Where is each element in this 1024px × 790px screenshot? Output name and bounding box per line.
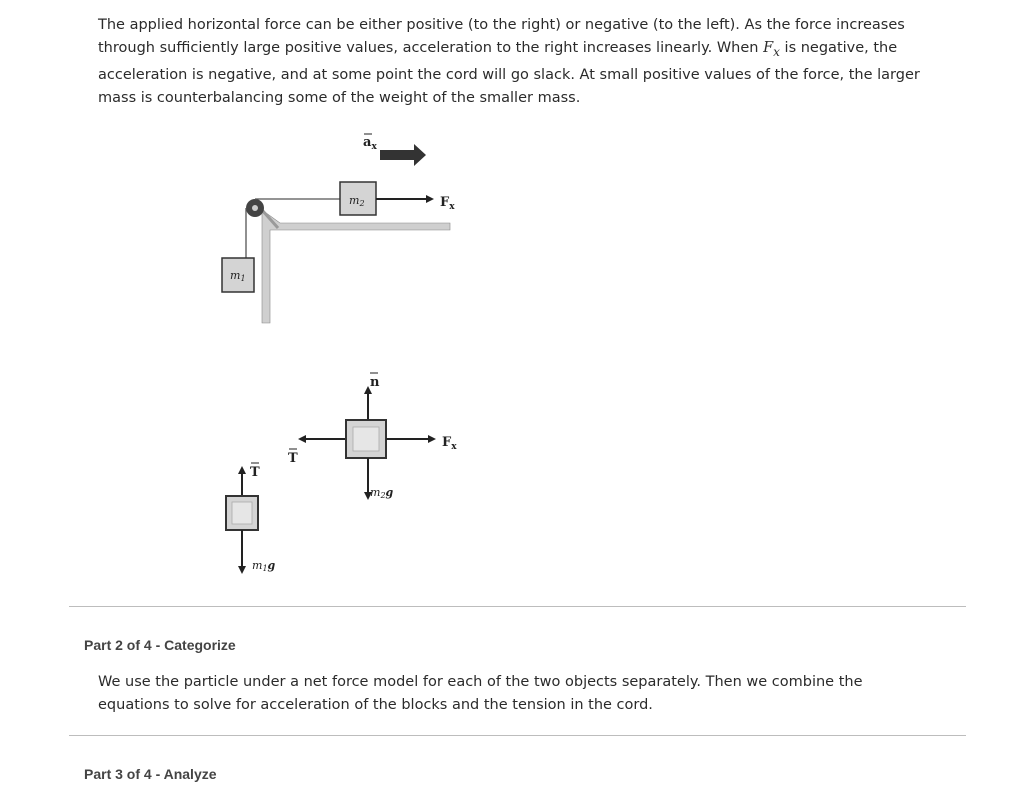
part3-title: Part 3 of 4 - Analyze — [84, 766, 217, 782]
part1-text-a: The applied horizontal force can be either positive (to the right) or negative (to the left). As the force increases through sufficiently large positive values, acceleration to the right increases linearly. When — [98, 17, 905, 56]
divider-1 — [69, 606, 966, 607]
fbd-m2 — [288, 373, 457, 500]
svg-text:n: n — [370, 375, 380, 390]
svg-text:T: T — [288, 451, 298, 466]
svg-text:ax: $a_x$ — [363, 135, 377, 152]
svg-text:m1: m1 — [230, 269, 246, 283]
part1-text-b: is negative, the acceleration is negative, and at some point the cord will go slack. At small positive values of the force, the larger mass is counterbalancing some of the weight of the smaller mass. — [98, 40, 920, 106]
svg-text:m1g: m1g — [252, 559, 276, 573]
setup-diagram — [222, 134, 455, 323]
acceleration-arrow — [380, 144, 426, 166]
svg-text:m2: m2 — [349, 194, 365, 208]
svg-text:Fx: $F_x$ — [442, 435, 457, 452]
part2-title: Part 2 of 4 - Categorize — [84, 637, 236, 653]
part1-paragraph — [98, 14, 958, 110]
svg-text:T: T — [250, 465, 260, 480]
svg-text:Fx: $F_x$ — [440, 195, 455, 212]
part2-paragraph: We use the particle under a net force model for each of the two objects separately. Then we combine the equations to solve for acceleration of the blocks and the tension in the cord. — [98, 674, 863, 713]
fbd-m1 — [226, 463, 276, 573]
divider-2 — [69, 735, 966, 736]
svg-text:m2g: m2g — [370, 486, 394, 500]
physics-figure — [200, 128, 500, 588]
table — [262, 210, 450, 323]
force-variable: $F_x$ — [763, 40, 780, 59]
